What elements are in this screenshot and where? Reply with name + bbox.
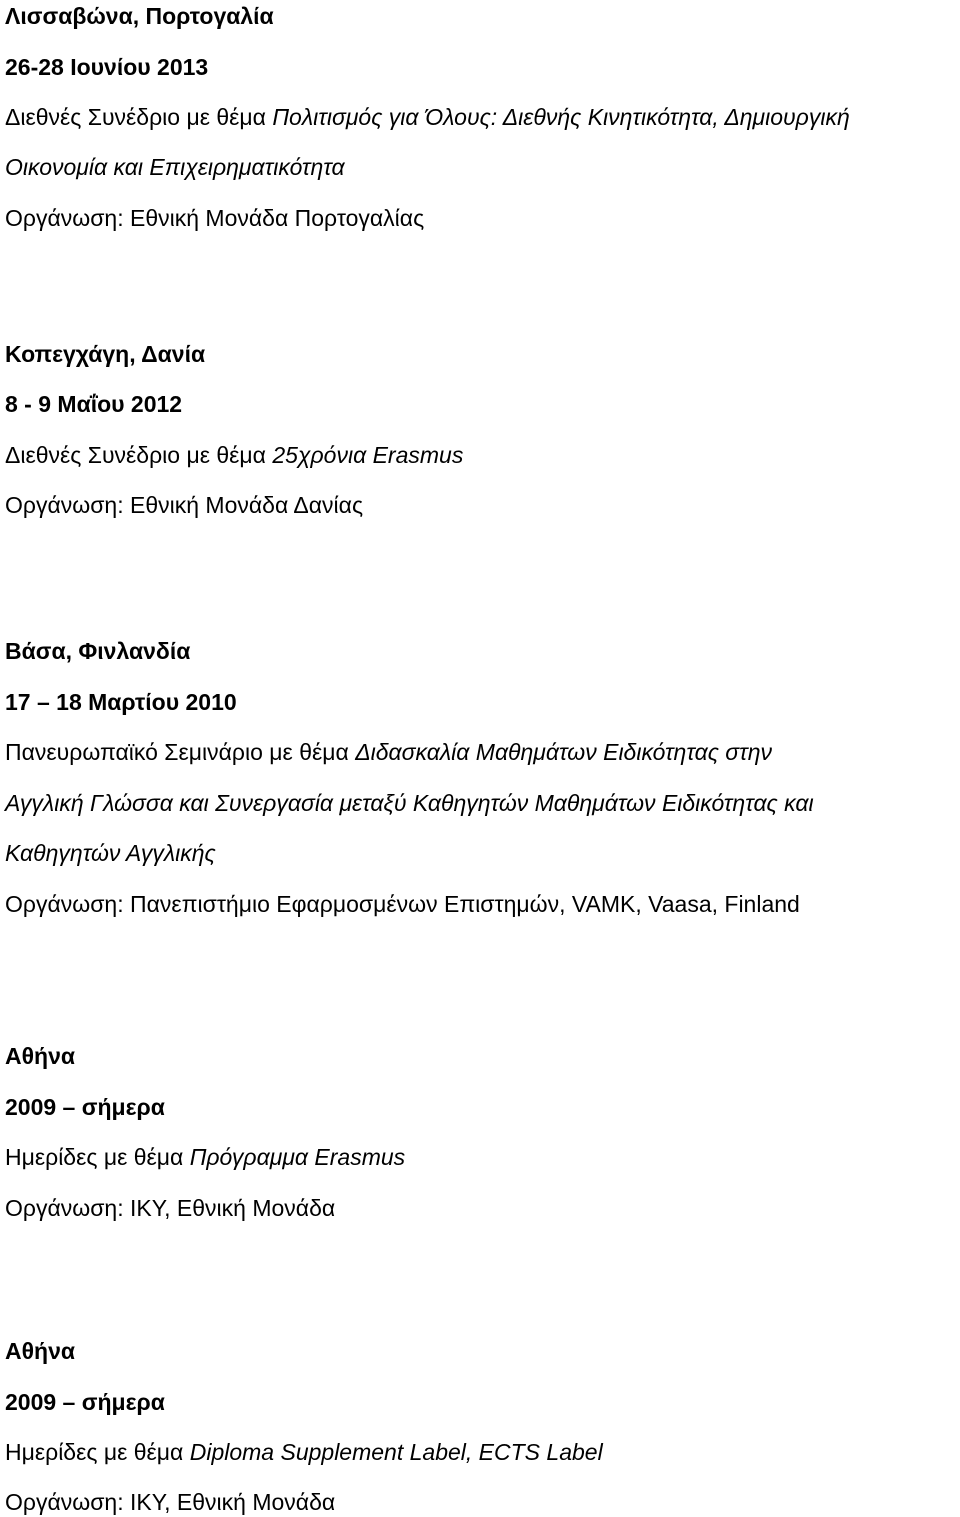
description-prefix: Πανευρωπαϊκό Σεμινάριο με θέμα xyxy=(5,739,356,765)
description-prefix: Διεθνές Συνέδριο με θέμα xyxy=(5,442,273,468)
entry-date: 8 - 9 Μαΐου 2012 xyxy=(5,391,183,417)
entry-description xyxy=(5,1438,603,1466)
entry-organizer: Οργάνωση: Εθνική Μονάδα Πορτογαλίας xyxy=(5,205,425,231)
entry-place: Αθήνα xyxy=(5,1338,76,1364)
event-title-continued: Καθηγητών Αγγλικής xyxy=(5,840,216,866)
entry-date: 26-28 Ιουνίου 2013 xyxy=(5,54,209,80)
entry-description xyxy=(5,1143,405,1171)
event-title: Diploma Supplement Label, ECTS Label xyxy=(189,1439,603,1465)
description-prefix: Ημερίδες με θέμα xyxy=(5,1439,190,1465)
entry-description xyxy=(5,441,463,469)
event-title-continued: Οικονομία και Επιχειρηματικότητα xyxy=(5,154,345,180)
entry-description xyxy=(5,103,850,131)
entry-place: Βάσα, Φινλανδία xyxy=(5,638,191,664)
event-title: Πρόγραμμα Erasmus xyxy=(189,1144,406,1170)
entry-date: 2009 – σήμερα xyxy=(5,1389,165,1415)
entry-organizer: Οργάνωση: ΙΚΥ, Εθνική Μονάδα xyxy=(5,1195,336,1221)
entry-organizer: Οργάνωση: ΙΚΥ, Εθνική Μονάδα xyxy=(5,1489,336,1515)
entry-organizer: Οργάνωση: Πανεπιστήμιο Εφαρμοσμένων Επιστημών, VAMK, Vaasa, Finland xyxy=(5,891,800,917)
description-prefix: Διεθνές Συνέδριο με θέμα xyxy=(5,104,273,130)
event-title-continued: Αγγλική Γλώσσα και Συνεργασία μεταξύ Καθηγητών Μαθημάτων Ειδικότητας και xyxy=(5,790,814,816)
entry-date: 17 – 18 Μαρτίου 2010 xyxy=(5,689,237,715)
event-title: Διδασκαλία Μαθημάτων Ειδικότητας στην xyxy=(355,739,773,765)
event-title: Πολιτισμός για Όλους: Διεθνής Κινητικότητα, Δημιουργική xyxy=(272,104,850,130)
entry-description xyxy=(5,738,772,766)
description-prefix: Ημερίδες με θέμα xyxy=(5,1144,190,1170)
event-title: 25χρόνια Erasmus xyxy=(272,442,464,468)
entry-organizer: Οργάνωση: Εθνική Μονάδα Δανίας xyxy=(5,492,364,518)
entry-place: Κοπεγχάγη, Δανία xyxy=(5,341,206,367)
entry-place: Αθήνα xyxy=(5,1043,76,1069)
entry-date: 2009 – σήμερα xyxy=(5,1094,165,1120)
entry-place: Λισσαβώνα, Πορτογαλία xyxy=(5,3,274,29)
